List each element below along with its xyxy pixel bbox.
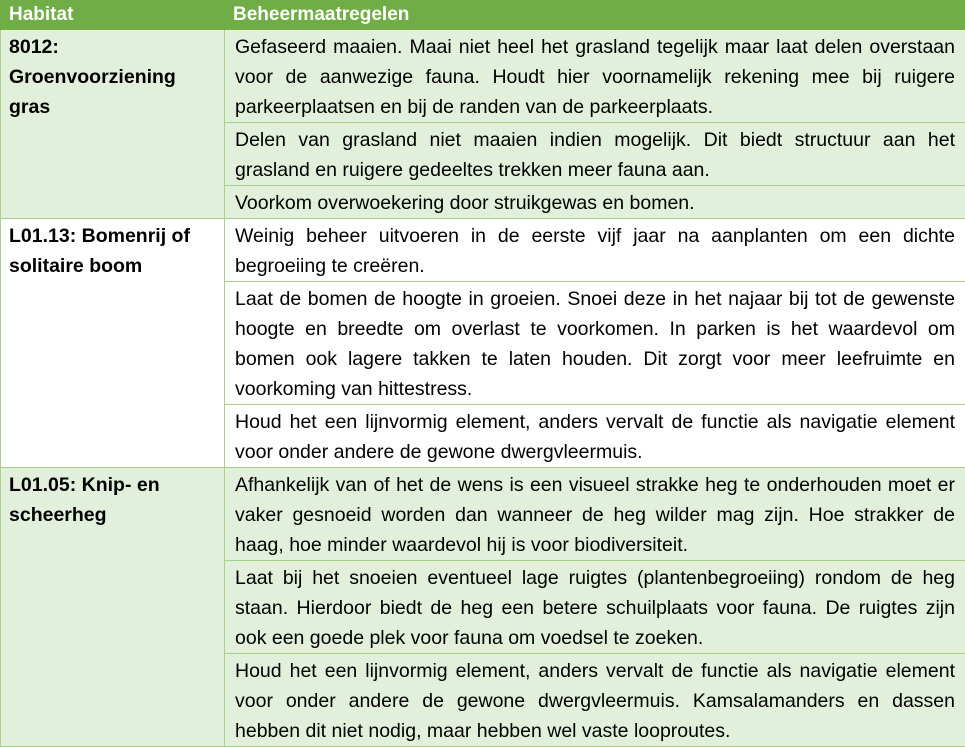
measure-cell: Laat bij het snoeien eventueel lage ruigtes (plantenbegroeiing) rondom de heg staan. Hierdoor biedt de heg een betere schuilplaats voor fauna. De ruigtes zijn ook een goede plek voor fauna om voedsel te zoeken. — [225, 561, 965, 654]
measure-cell: Laat de bomen de hoogte in groeien. Snoei deze in het najaar bij tot de gewenste hoogte en breedte om overlast te voorkomen. In parken is het waardevol om bomen ook lagere takken te laten houden. Dit zorgt voor meer leefruimte en voorkoming van hittestress. — [225, 282, 965, 405]
table-row — [1, 30, 965, 123]
habitat-group-hedge — [1, 468, 965, 747]
table-row — [1, 219, 965, 282]
measure-cell: Gefaseerd maaien. Maai niet heel het grasland tegelijk maar laat delen overstaan voor de aanwezige fauna. Houdt hier voornamelijk rekening mee bij ruigere parkeerplaatsen en bij de randen van de parkeerplaats. — [225, 30, 965, 123]
habitat-group-grass — [1, 30, 965, 219]
measure-cell: Houd het een lijnvormig element, anders vervalt de functie als navigatie element voor onder andere de gewone dwergvleermuis. Kamsalamanders en dassen hebben dit niet nodig, maar hebben wel vaste looproutes. — [225, 654, 965, 747]
measure-cell: Afhankelijk van of het de wens is een visueel strakke heg te onderhouden moet er vaker gesnoeid worden dan wanneer de heg wilder mag zijn. Hoe strakker de haag, hoe minder waardevol hij is voor biodiversiteit. — [225, 468, 965, 561]
habitat-cell: L01.05: Knip- en scheerheg — [1, 468, 225, 747]
habitat-group-trees — [1, 219, 965, 468]
header-measures: Beheermaatregelen — [225, 1, 965, 30]
measure-cell: Voorkom overwoekering door struikgewas en bomen. — [225, 186, 965, 219]
measure-cell: Houd het een lijnvormig element, anders vervalt de functie als navigatie element voor onder andere de gewone dwergvleermuis. — [225, 405, 965, 468]
measure-cell: Weinig beheer uitvoeren in de eerste vijf jaar na aanplanten om een dichte begroeiing te creëren. — [225, 219, 965, 282]
header-row — [1, 1, 965, 30]
habitat-cell: 8012: Groenvoorziening gras — [1, 30, 225, 219]
table-row — [1, 468, 965, 561]
measure-cell: Delen van grasland niet maaien indien mogelijk. Dit biedt structuur aan het grasland en ruigere gedeeltes trekken meer fauna aan. — [225, 123, 965, 186]
habitat-cell: L01.13: Bomenrij of solitaire boom — [1, 219, 225, 468]
header-habitat: Habitat — [1, 1, 225, 30]
